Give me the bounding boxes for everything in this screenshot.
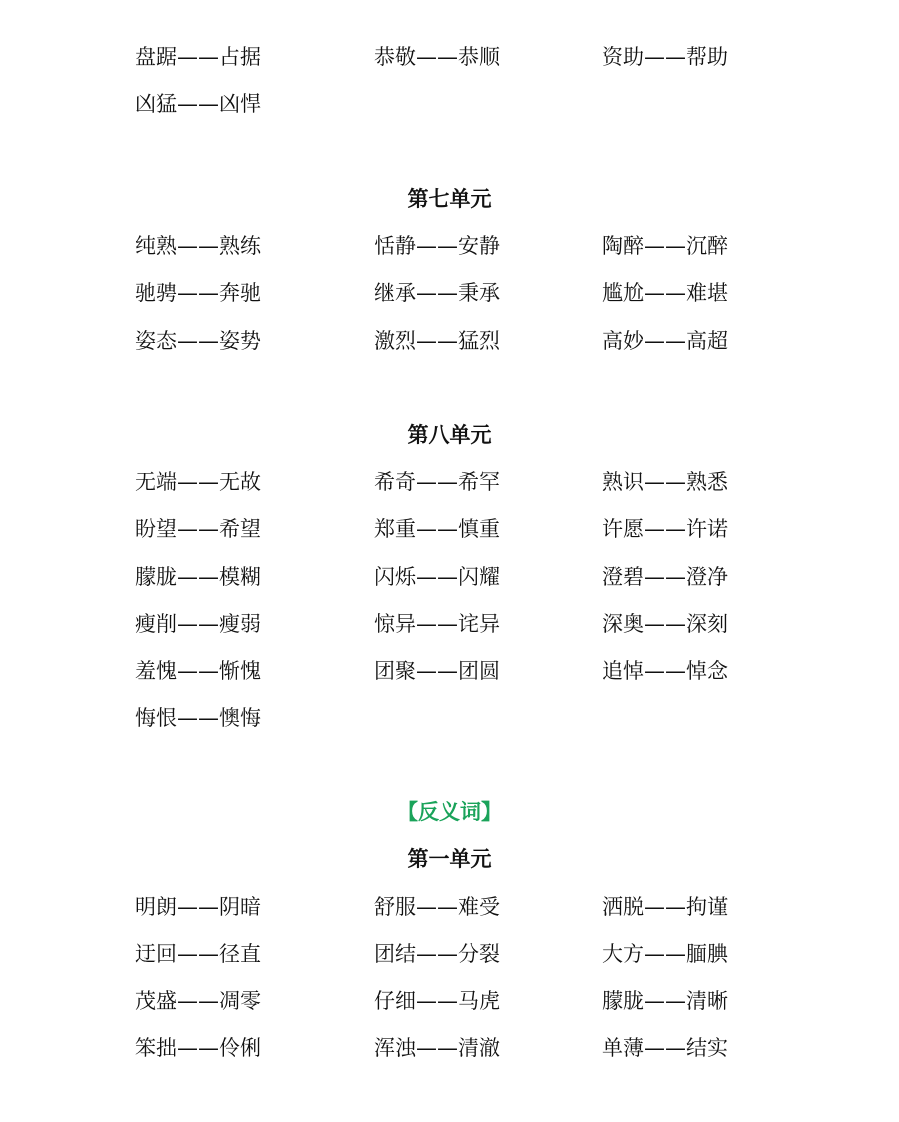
word-pair-row bbox=[0, 42, 899, 72]
word-pair: 激烈——猛烈 bbox=[374, 329, 500, 353]
word-pair: 仔细——马虎 bbox=[374, 989, 500, 1013]
word-pair: 茂盛——凋零 bbox=[135, 989, 261, 1013]
word-pair: 团聚——团圆 bbox=[374, 659, 500, 683]
word-pair: 纯熟——熟练 bbox=[135, 234, 261, 258]
word-pair: 驰骋——奔驰 bbox=[135, 281, 261, 305]
word-pair: 无端——无故 bbox=[135, 470, 261, 494]
word-pair: 瘦削——瘦弱 bbox=[135, 612, 261, 636]
unit-heading-8: 第八单元 bbox=[407, 423, 492, 447]
word-pair: 大方——腼腆 bbox=[602, 942, 728, 966]
word-pair: 熟识——熟悉 bbox=[602, 470, 728, 494]
word-pair: 陶醉——沉醉 bbox=[602, 234, 728, 258]
word-pair-row bbox=[0, 986, 899, 1016]
word-pair-row bbox=[0, 656, 899, 686]
word-pair: 高妙——高超 bbox=[602, 329, 728, 353]
word-pair: 团结——分裂 bbox=[374, 942, 500, 966]
word-pair: 明朗——阴暗 bbox=[135, 895, 261, 919]
word-pair: 姿态——姿势 bbox=[135, 329, 261, 353]
word-pair: 盼望——希望 bbox=[135, 517, 261, 541]
word-pair: 惊异——诧异 bbox=[374, 612, 500, 636]
word-pair-row bbox=[0, 562, 899, 592]
word-pair-row bbox=[0, 467, 899, 497]
word-pair: 朦胧——清晰 bbox=[602, 989, 728, 1013]
word-pair: 恬静——安静 bbox=[374, 234, 500, 258]
word-pair-row bbox=[0, 278, 899, 308]
word-pair: 单薄——结实 bbox=[602, 1036, 728, 1060]
word-pair: 资助——帮助 bbox=[602, 45, 728, 69]
word-pair: 澄碧——澄净 bbox=[602, 565, 728, 589]
word-pair-row bbox=[0, 892, 899, 922]
word-pair-row bbox=[0, 609, 899, 639]
word-pair: 希奇——希罕 bbox=[374, 470, 500, 494]
word-pair: 朦胧——模糊 bbox=[135, 565, 261, 589]
word-pair: 许愿——许诺 bbox=[602, 517, 728, 541]
unit-heading-1: 第一单元 bbox=[407, 847, 492, 871]
word-pair-row bbox=[0, 89, 899, 119]
word-pair: 舒服——难受 bbox=[374, 895, 500, 919]
word-pair: 浑浊——清澈 bbox=[374, 1036, 500, 1060]
word-pair: 恭敬——恭顺 bbox=[374, 45, 500, 69]
word-pair: 盘踞——占据 bbox=[135, 45, 261, 69]
word-pair-row bbox=[0, 703, 899, 733]
word-pair: 迂回——径直 bbox=[135, 942, 261, 966]
word-pair-row bbox=[0, 939, 899, 969]
word-pair-row bbox=[0, 231, 899, 261]
word-pair: 笨拙——伶俐 bbox=[135, 1036, 261, 1060]
word-pair: 深奥——深刻 bbox=[602, 612, 728, 636]
word-pair: 追悼——悼念 bbox=[602, 659, 728, 683]
word-pair: 凶猛——凶悍 bbox=[135, 92, 261, 116]
word-pair: 继承——秉承 bbox=[374, 281, 500, 305]
word-pair: 闪烁——闪耀 bbox=[374, 565, 500, 589]
word-pair: 羞愧——惭愧 bbox=[135, 659, 261, 683]
word-pair-row bbox=[0, 1033, 899, 1063]
word-pair-row bbox=[0, 514, 899, 544]
word-pair: 尴尬——难堪 bbox=[602, 281, 728, 305]
word-pair: 洒脱——拘谨 bbox=[602, 895, 728, 919]
word-pair-row bbox=[0, 326, 899, 356]
word-pair: 郑重——慎重 bbox=[374, 517, 500, 541]
word-pair: 悔恨——懊悔 bbox=[135, 706, 261, 730]
unit-heading-7: 第七单元 bbox=[407, 187, 492, 211]
antonym-section-title: 【反义词】 bbox=[397, 800, 502, 824]
